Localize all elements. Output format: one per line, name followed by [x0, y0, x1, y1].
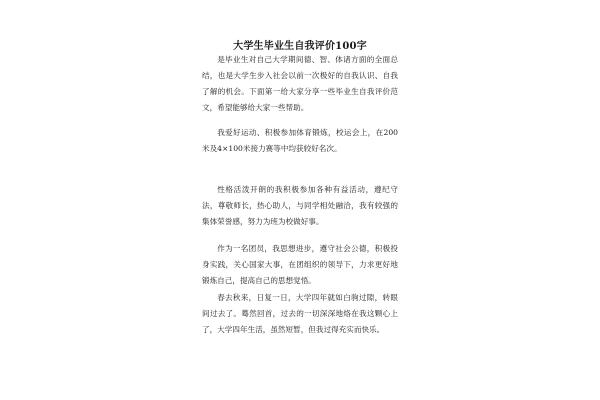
document-title: 大学生毕业生自我评价100字	[233, 41, 367, 52]
paragraph-personality: 性格活泼开朗的我积极参加各种有益活动，遵纪守法，尊敬师长，热心助人，与同学相处融洽，我有较强的集体荣誉感，努力为班为校做好事。	[202, 185, 398, 226]
paragraph-league-member: 作为一名团员，我思想进步，遵守社会公德，积极投身实践，关心国家大事，在团组织的领导下，力求更好地锻炼自己，提高自己的思想觉悟。	[202, 244, 398, 285]
paragraph-intro: 是毕业生对自己大学期间德、智、体诸方面的全面总结，也是大学生步入社会以前一次极好的自我认识、自我了解的机会。下面第一给大家分享一些毕业生自我评价范文，希望能够给大家一些帮助。	[202, 55, 398, 112]
paragraph-conclusion: 春去秋来，日复一日，大学四年就如白驹过隙，转眼间过去了。蓦然回首，过去的一切深深地烙在我这颗心上了，大学四年生活，虽然短暂，但我过得充实而快乐。	[202, 293, 398, 334]
paragraph-sports: 我爱好运动、积极参加体育锻炼，校运会上，在200米及4×100米接力赛等中均获较好名次。	[202, 128, 398, 153]
